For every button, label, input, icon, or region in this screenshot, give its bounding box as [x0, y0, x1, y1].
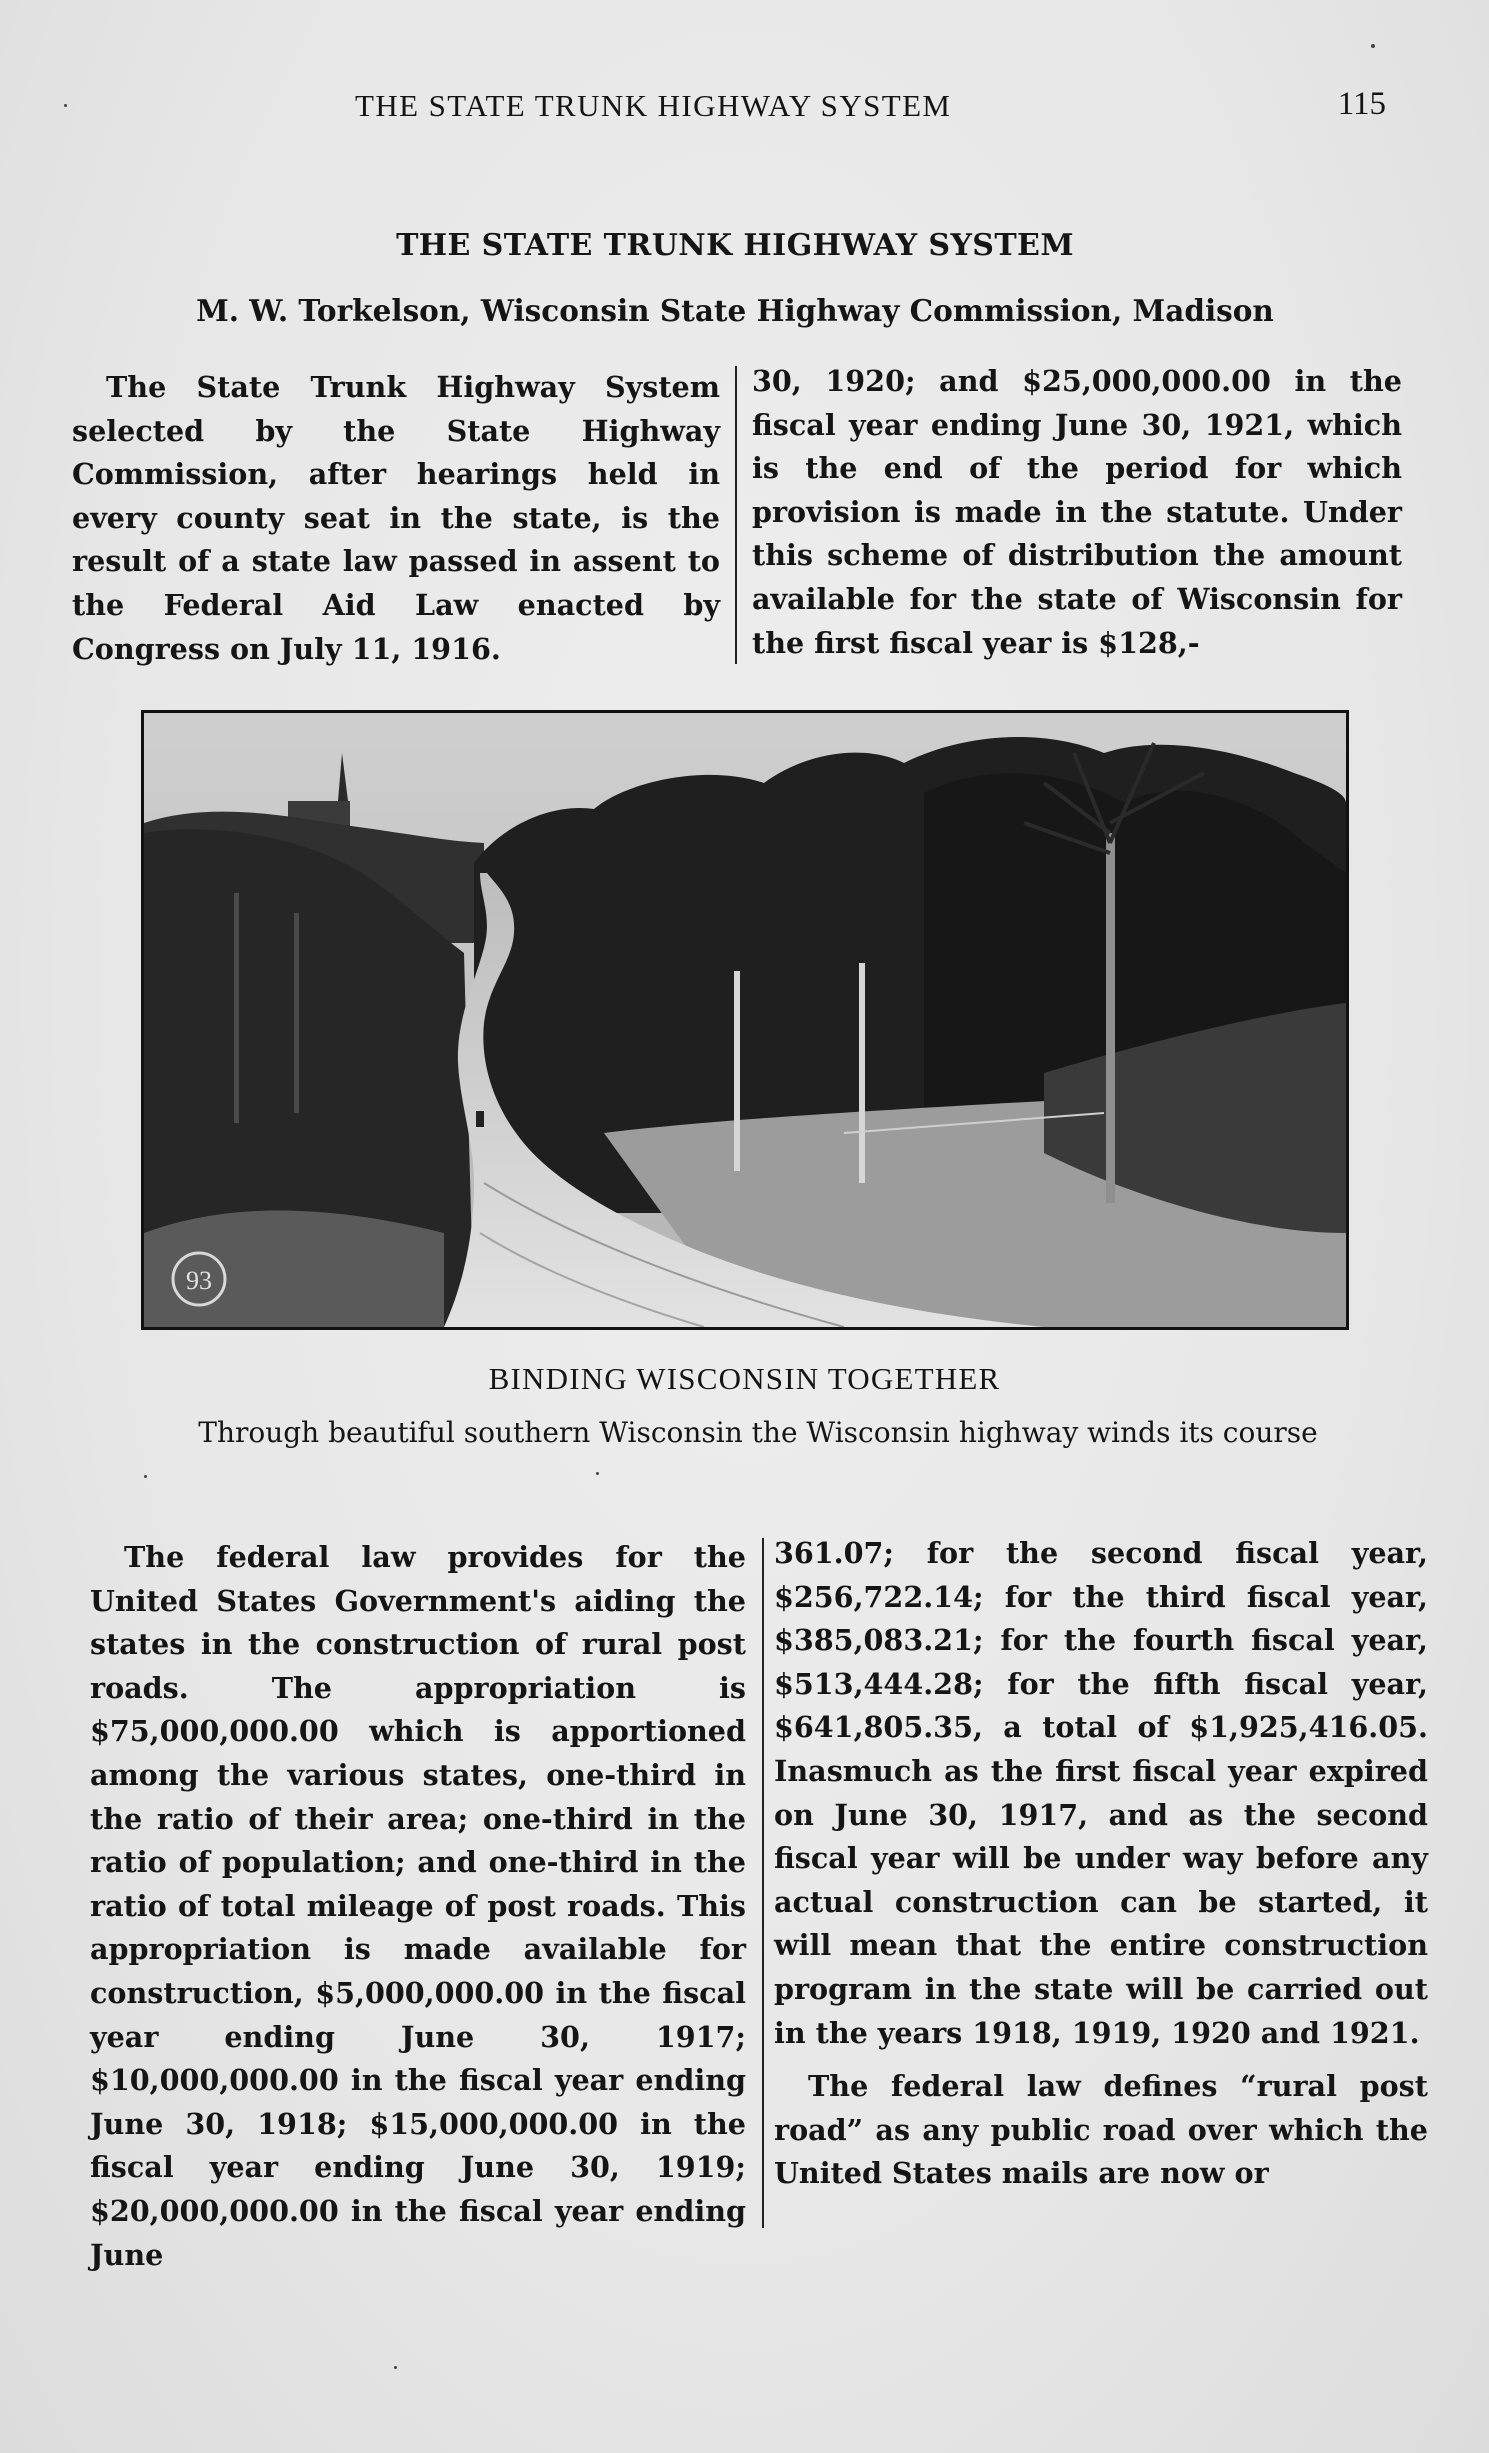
print-speck	[1371, 44, 1375, 48]
figure-caption-text: Through beautiful southern Wisconsin the Wisconsin highway winds its course	[198, 1416, 1318, 1449]
allotment-paragraph: 361.07; for the second fiscal year, $256,722.14; for the third fiscal year, $385,083.21; for the fourth fiscal year, $513,444.28; for the fifth fiscal year, $641,805.35, a total of $1,925,416.05. Inasmuch as the first fiscal year expired on June 30, 1917, and as the second fiscal year will be under way before any actual construction can be started, it will mean that the entire construction program in the state will be carried out in the years 1918, 1919, 1920 and 1921.	[774, 1536, 1428, 2050]
intro-column-right	[752, 360, 1402, 665]
print-speck	[596, 1472, 599, 1475]
photo-illustration	[144, 713, 1346, 1327]
body-column-left	[90, 1536, 746, 2277]
intro-paragraph: The State Trunk Highway System selected by the State Highway Commission, after hearings held in every county seat in the state, is the result of a state law passed in assent to the Federal Aid Law enacted by Congress on July 11, 1916.	[72, 370, 720, 666]
photo-stamp-number: 93	[186, 1266, 212, 1295]
federal-law-paragraph: The federal law provides for the United States Government's aiding the states in the construction of rural post roads. The appropriation is $75,000,000.00 which is apportioned among the various states, one-third in the ratio of their area; one-third in the ratio of population; and one-third in the ratio of total mileage of post roads. This appropriation is made available for construction, $5,000,000.00 in the fiscal year ending June 30, 1917; $10,000,000.00 in the fiscal year ending June 30, 1918; $15,000,000.00 in the fiscal year ending June 30, 1919; $20,000,000.00 in the fiscal year ending June	[90, 1540, 746, 2272]
rural-post-road-paragraph: The federal law defines “rural post road” as any public road over which the United States mails are now or	[774, 2069, 1428, 2191]
article-byline: M. W. Torkelson, Wisconsin State Highway Commission, Madison	[196, 293, 1274, 328]
print-speck	[394, 2366, 397, 2369]
print-speck	[64, 104, 67, 107]
highway-photograph	[141, 710, 1349, 1330]
column-divider	[735, 366, 737, 664]
intro-column-left	[72, 366, 720, 671]
continued-paragraph: 30, 1920; and $25,000,000.00 in the fiscal year ending June 30, 1921, which is the end of the period for which provision is made in the statute. Under this scheme of distribution the amount available for the state of Wisconsin for the first fiscal year is $128,-	[752, 364, 1402, 660]
running-header: THE STATE TRUNK HIGHWAY SYSTEM	[355, 88, 952, 123]
print-speck	[144, 1475, 147, 1478]
body-column-right	[774, 1532, 1428, 2196]
figure-caption-title: BINDING WISCONSIN TOGETHER	[488, 1361, 1001, 1396]
page-number: 115	[1337, 86, 1386, 122]
column-divider	[762, 1538, 764, 2228]
article-title: THE STATE TRUNK HIGHWAY SYSTEM	[396, 228, 1074, 263]
